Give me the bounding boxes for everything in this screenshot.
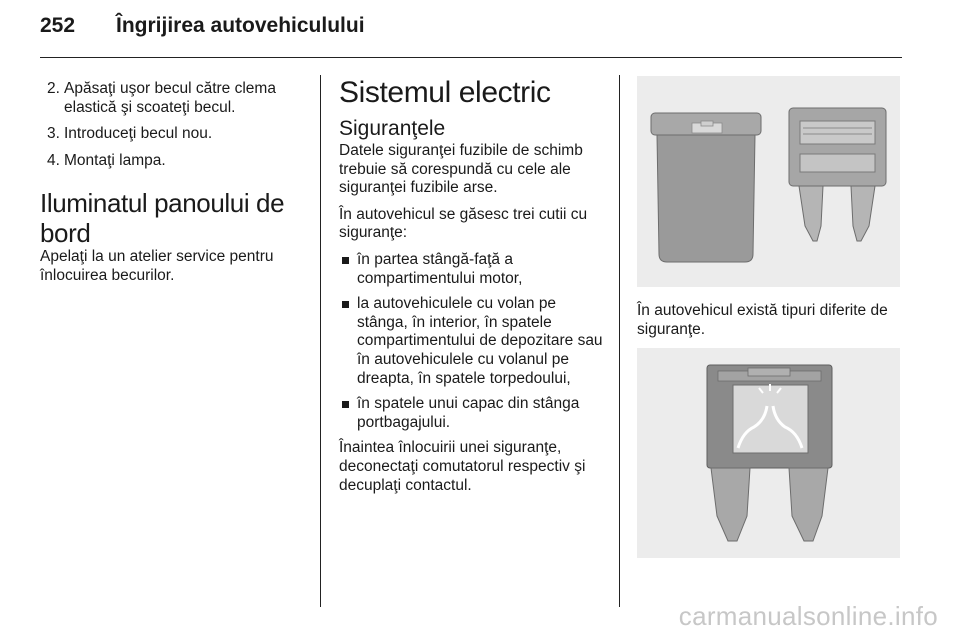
list-item [339,295,607,388]
section-heading-dashboard-lighting: Iluminatul panoului de bord [40,188,285,249]
mini-fuse-icon [789,108,886,241]
right-column-caption [637,302,905,339]
bullet-square-icon [342,401,349,408]
fuses-paragraph-2: În autovehicul se găsesc trei cutii cu siguranţe: [339,205,588,242]
section-text-dashboard-lighting: Apelaţi la un atelier service pentru înlocuirea becurilor. [40,248,274,284]
step-text: Introduceţi becul nou. [64,125,213,143]
step-item [40,80,308,117]
list-item [339,395,607,432]
blown-fuse-illustration [637,348,900,558]
fuse-box-locations-list [339,251,607,432]
fuse-types-caption: În autovehicul există tipuri diferite de siguranţe. [637,302,888,338]
fuse-types-illustration [637,76,900,287]
blown-fuse-icon [707,365,832,541]
section-heading-electrical-system: Sistemul electric [339,76,551,109]
steps-list [40,80,308,170]
left-column [40,80,308,286]
step-text: Apăsaţi uşor becul către clema elastică şi scoateţi becul. [64,80,276,116]
page-header-title: Îngrijirea autovehiculului [116,14,365,37]
blown-fuse-drawing [637,348,900,558]
column-divider-right [619,75,620,607]
list-item-text: în partea stângă-faţă a compartimentului motor, [357,250,523,287]
page-number: 252 [40,14,76,37]
subheading-fuses: Siguranţele [339,117,446,140]
watermark: carmanualsonline.info [678,601,938,631]
bullet-square-icon [342,257,349,264]
step-text: Montaţi lampa. [64,151,166,169]
step-item [40,152,308,171]
list-item [339,251,607,288]
fuses-paragraph-1: Datele siguranţei fuzibile de schimb trebuie să corespundă cu cele ale siguranţei fuzibile arse. [339,142,583,197]
step-item [40,125,308,144]
list-item-text: în spatele unui capac din stânga portbagajului. [357,395,580,431]
bullet-square-icon [342,301,349,308]
step-number: 3. [47,125,60,143]
maxi-fuse-icon [651,113,761,262]
column-divider-left [320,75,321,607]
step-number: 2. [47,80,60,97]
list-item-text: la autovehiculele cu volan pe stânga, în interior, în spatele compartimentului de depozitare sau în autovehiculele cu volanul pe dreapta, în spatele torpedoului, [357,295,603,387]
header-divider [40,57,902,58]
step-number: 4. [47,151,60,169]
fuses-paragraph-3: Înaintea înlocuirii unei siguranţe, deconectaţi comutatorul respectiv şi decuplaţi contactul. [339,439,586,494]
middle-column [339,76,607,495]
fuse-types-drawing [637,76,900,287]
